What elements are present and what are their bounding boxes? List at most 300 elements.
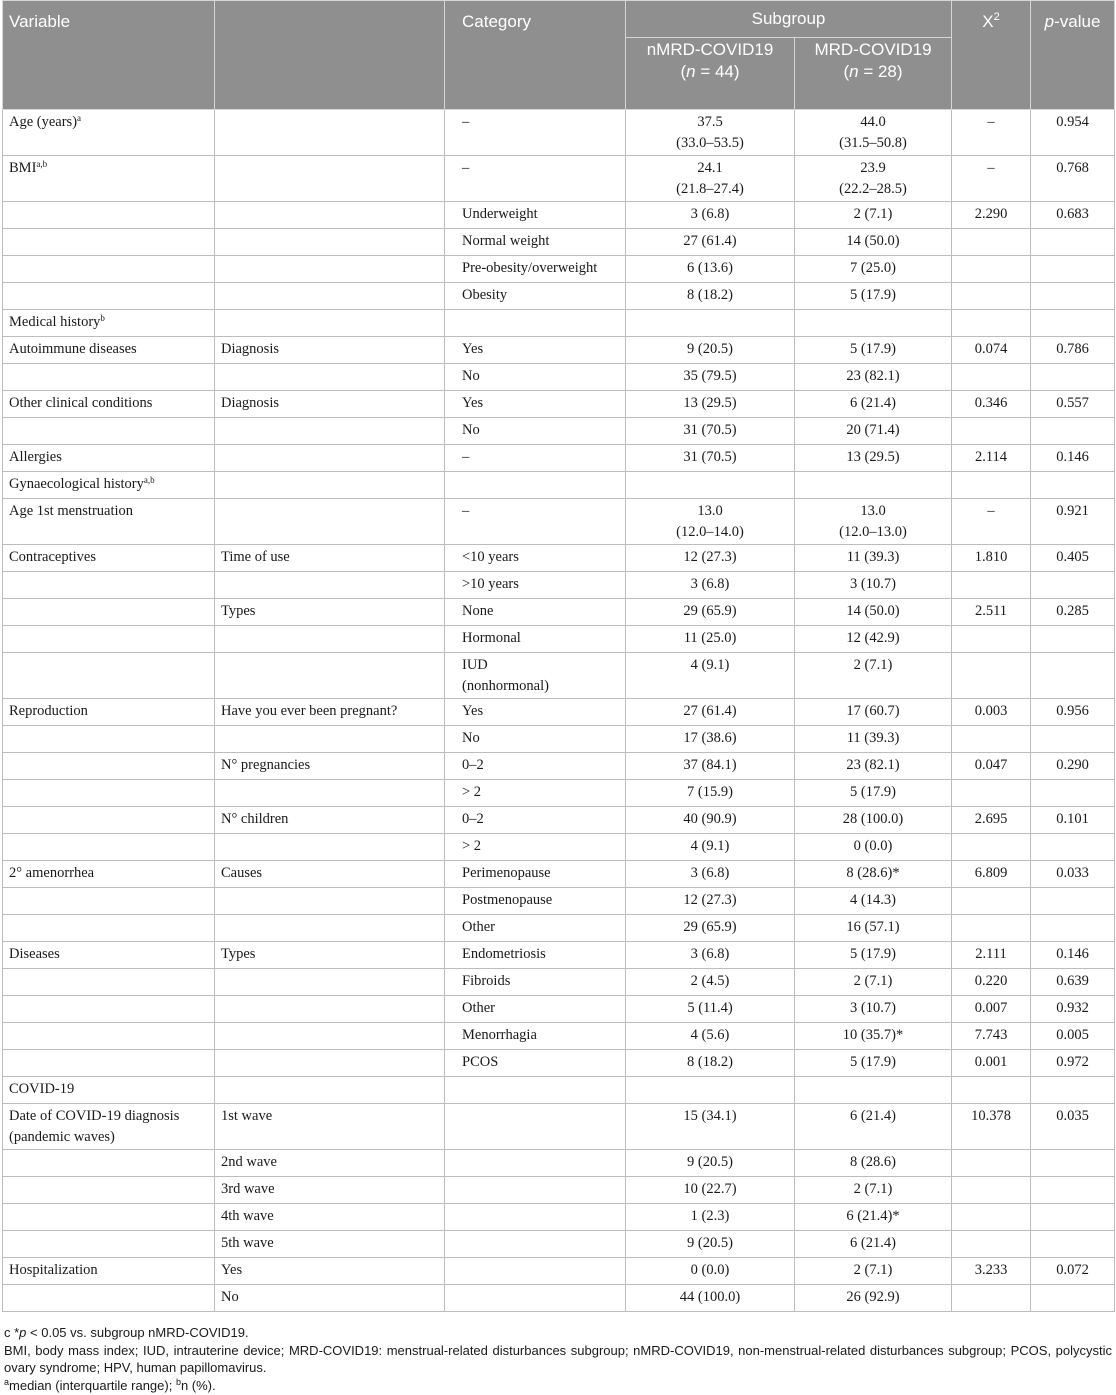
cell-chi-square: 6.809 — [952, 861, 1031, 888]
cell-category — [445, 472, 626, 499]
cell-p-value — [1031, 726, 1115, 753]
cell-subcategory — [215, 418, 445, 445]
cell-category: Fibroids — [445, 969, 626, 996]
table-row — [3, 807, 1115, 834]
cell-subcategory: Diagnosis — [215, 391, 445, 418]
footnote-abbreviations: BMI, body mass index; IUD, intrauterine device; MRD-COVID19: menstrual-related disturbances subgroup; nMRD-COVID19, non-menstrual-related disturbances subgroup; PCOS, polycystic ovary syndrome; HPV, human papillomavirus. — [4, 1343, 1112, 1375]
cell-mrd-value: 20 (71.4) — [795, 418, 952, 445]
table-row — [3, 156, 1115, 202]
table-row — [3, 418, 1115, 445]
cell-p-value: 0.683 — [1031, 202, 1115, 229]
cell-subcategory — [215, 1077, 445, 1104]
cell-nmrd-value: 9 (20.5) — [626, 1150, 795, 1177]
cell-p-value — [1031, 472, 1115, 499]
cell-variable: Contraceptives — [3, 545, 215, 572]
header-group-nmrd: nMRD-COVID19 (n = 44) — [626, 38, 795, 110]
cell-variable — [3, 283, 215, 310]
cell-category: Menorrhagia — [445, 1023, 626, 1050]
header-category: Category — [445, 1, 626, 110]
table-row — [3, 1050, 1115, 1077]
cell-category: No — [445, 726, 626, 753]
cell-p-value — [1031, 626, 1115, 653]
header-variable: Variable — [3, 1, 215, 110]
cell-variable: BMI$^{a,b}$ — [3, 156, 215, 202]
cell-subcategory: N° pregnancies — [215, 753, 445, 780]
cell-nmrd-value: 2 (4.5) — [626, 969, 795, 996]
cell-category: No — [445, 364, 626, 391]
cell-category — [445, 1231, 626, 1258]
cell-variable — [3, 1231, 215, 1258]
cell-category: Hormonal — [445, 626, 626, 653]
cell-p-value — [1031, 310, 1115, 337]
header-p-value: p-value — [1031, 1, 1115, 110]
cell-chi-square — [952, 229, 1031, 256]
table-row — [3, 391, 1115, 418]
cell-nmrd-value — [626, 472, 795, 499]
cell-mrd-value: 5 (17.9) — [795, 283, 952, 310]
cell-mrd-value: 2 (7.1) — [795, 1258, 952, 1285]
cell-chi-square: 2.290 — [952, 202, 1031, 229]
cell-variable: Gynaecological history$^{a,b}$ — [3, 472, 215, 499]
table-row — [3, 1285, 1115, 1312]
cell-nmrd-value: 24.1 (21.8–27.4) — [626, 156, 795, 202]
cell-mrd-value: 5 (17.9) — [795, 780, 952, 807]
cell-nmrd-value: 27 (61.4) — [626, 699, 795, 726]
cell-variable — [3, 1023, 215, 1050]
cell-subcategory: Types — [215, 942, 445, 969]
cell-chi-square — [952, 418, 1031, 445]
cell-p-value: 0.405 — [1031, 545, 1115, 572]
cell-variable: Hospitalization — [3, 1258, 215, 1285]
cell-variable — [3, 807, 215, 834]
table-document — [2, 0, 1114, 1395]
header-blank — [215, 1, 445, 110]
cell-category: Postmenopause — [445, 888, 626, 915]
cell-subcategory — [215, 996, 445, 1023]
cell-mrd-value: 10 (35.7)* — [795, 1023, 952, 1050]
table-row — [3, 364, 1115, 391]
cell-variable — [3, 1204, 215, 1231]
cell-mrd-value: 5 (17.9) — [795, 942, 952, 969]
footnote-statistics: $^a$median (interquartile range); $^b$n (%). — [4, 1377, 216, 1393]
cell-p-value: 0.557 — [1031, 391, 1115, 418]
cell-variable: Age 1st menstruation — [3, 499, 215, 545]
cell-chi-square: 0.047 — [952, 753, 1031, 780]
cell-variable: Reproduction — [3, 699, 215, 726]
cell-p-value — [1031, 229, 1115, 256]
cell-category: – — [445, 499, 626, 545]
cell-p-value — [1031, 572, 1115, 599]
cell-mrd-value: 6 (21.4) — [795, 391, 952, 418]
cell-mrd-value: 12 (42.9) — [795, 626, 952, 653]
cell-chi-square — [952, 283, 1031, 310]
cell-category: Other — [445, 915, 626, 942]
cell-variable — [3, 888, 215, 915]
cell-p-value — [1031, 1204, 1115, 1231]
footnote-significance: c *p < 0.05 vs. subgroup nMRD-COVID19. — [4, 1325, 249, 1340]
cell-chi-square — [952, 626, 1031, 653]
cell-category: Yes — [445, 337, 626, 364]
cell-nmrd-value: 35 (79.5) — [626, 364, 795, 391]
cell-nmrd-value: 4 (9.1) — [626, 834, 795, 861]
cell-p-value — [1031, 256, 1115, 283]
table-row — [3, 472, 1115, 499]
cell-chi-square: 0.003 — [952, 699, 1031, 726]
cell-chi-square: – — [952, 110, 1031, 156]
cell-category: <10 years — [445, 545, 626, 572]
cell-chi-square — [952, 1077, 1031, 1104]
cell-subcategory: 1st wave — [215, 1104, 445, 1150]
cell-p-value: 0.768 — [1031, 156, 1115, 202]
table-row — [3, 1177, 1115, 1204]
cell-subcategory — [215, 834, 445, 861]
cell-chi-square: 1.810 — [952, 545, 1031, 572]
cell-nmrd-value: 10 (22.7) — [626, 1177, 795, 1204]
table-row — [3, 1150, 1115, 1177]
cell-mrd-value: 23.9 (22.2–28.5) — [795, 156, 952, 202]
cell-subcategory: N° children — [215, 807, 445, 834]
cell-p-value: 0.972 — [1031, 1050, 1115, 1077]
cell-p-value — [1031, 1177, 1115, 1204]
cell-subcategory — [215, 888, 445, 915]
table-footnotes — [2, 1312, 1114, 1394]
cell-category: >10 years — [445, 572, 626, 599]
cell-category: Yes — [445, 391, 626, 418]
cell-subcategory — [215, 156, 445, 202]
cell-category: > 2 — [445, 780, 626, 807]
cell-subcategory: Have you ever been pregnant? — [215, 699, 445, 726]
cell-p-value — [1031, 1285, 1115, 1312]
cell-p-value — [1031, 1231, 1115, 1258]
cell-p-value: 0.639 — [1031, 969, 1115, 996]
cell-nmrd-value: 27 (61.4) — [626, 229, 795, 256]
table-row — [3, 699, 1115, 726]
cell-chi-square — [952, 780, 1031, 807]
cell-nmrd-value: 31 (70.5) — [626, 445, 795, 472]
cell-variable — [3, 229, 215, 256]
cell-p-value — [1031, 653, 1115, 699]
table-row — [3, 996, 1115, 1023]
cell-variable — [3, 753, 215, 780]
cell-nmrd-value — [626, 1077, 795, 1104]
cell-chi-square — [952, 1285, 1031, 1312]
cell-nmrd-value: 3 (6.8) — [626, 942, 795, 969]
cell-category: None — [445, 599, 626, 626]
table-row — [3, 969, 1115, 996]
cell-subcategory: No — [215, 1285, 445, 1312]
cell-nmrd-value: 8 (18.2) — [626, 1050, 795, 1077]
cell-chi-square — [952, 726, 1031, 753]
cell-mrd-value: 8 (28.6) — [795, 1150, 952, 1177]
cell-chi-square: 0.346 — [952, 391, 1031, 418]
cell-category: – — [445, 445, 626, 472]
cell-p-value: 0.101 — [1031, 807, 1115, 834]
cell-nmrd-value: 0 (0.0) — [626, 1258, 795, 1285]
cell-mrd-value: 13.0 (12.0–13.0) — [795, 499, 952, 545]
table-row — [3, 915, 1115, 942]
cell-category — [445, 1258, 626, 1285]
cell-chi-square — [952, 310, 1031, 337]
cell-subcategory — [215, 780, 445, 807]
cell-nmrd-value: 3 (6.8) — [626, 861, 795, 888]
cell-subcategory — [215, 915, 445, 942]
cell-mrd-value: 5 (17.9) — [795, 337, 952, 364]
cell-mrd-value: 2 (7.1) — [795, 653, 952, 699]
cell-variable: Age (years)$^a$ — [3, 110, 215, 156]
cell-subcategory — [215, 202, 445, 229]
cell-nmrd-value — [626, 310, 795, 337]
cell-chi-square — [952, 256, 1031, 283]
cell-subcategory — [215, 653, 445, 699]
header-chi-square: $X^2$ — [952, 1, 1031, 110]
cell-subcategory — [215, 472, 445, 499]
cell-category: – — [445, 156, 626, 202]
cell-category: Obesity — [445, 283, 626, 310]
cell-variable: Date of COVID-19 diagnosis (pandemic waves) — [3, 1104, 215, 1150]
cell-variable: Other clinical conditions — [3, 391, 215, 418]
cell-nmrd-value: 40 (90.9) — [626, 807, 795, 834]
cell-nmrd-value: 1 (2.3) — [626, 1204, 795, 1231]
cell-variable — [3, 626, 215, 653]
cell-nmrd-value: 4 (9.1) — [626, 653, 795, 699]
cell-variable — [3, 572, 215, 599]
cell-variable — [3, 1177, 215, 1204]
cell-subcategory: 4th wave — [215, 1204, 445, 1231]
cell-category — [445, 1150, 626, 1177]
cell-nmrd-value: 6 (13.6) — [626, 256, 795, 283]
cell-chi-square: 2.695 — [952, 807, 1031, 834]
cell-chi-square: – — [952, 156, 1031, 202]
cell-mrd-value: 14 (50.0) — [795, 599, 952, 626]
table-row — [3, 726, 1115, 753]
cell-nmrd-value: 7 (15.9) — [626, 780, 795, 807]
cell-p-value: 0.921 — [1031, 499, 1115, 545]
cell-chi-square: 3.233 — [952, 1258, 1031, 1285]
cell-p-value: 0.072 — [1031, 1258, 1115, 1285]
cell-chi-square — [952, 1231, 1031, 1258]
cell-p-value: 0.954 — [1031, 110, 1115, 156]
cell-subcategory — [215, 256, 445, 283]
cell-mrd-value: 23 (82.1) — [795, 364, 952, 391]
cell-mrd-value: 11 (39.3) — [795, 545, 952, 572]
cell-chi-square — [952, 653, 1031, 699]
cell-p-value — [1031, 418, 1115, 445]
table-row — [3, 780, 1115, 807]
table-row — [3, 1077, 1115, 1104]
cell-nmrd-value: 8 (18.2) — [626, 283, 795, 310]
cell-p-value — [1031, 283, 1115, 310]
cell-p-value — [1031, 1077, 1115, 1104]
cell-mrd-value — [795, 310, 952, 337]
cell-p-value: 0.290 — [1031, 753, 1115, 780]
cell-mrd-value: 44.0 (31.5–50.8) — [795, 110, 952, 156]
cell-mrd-value: 8 (28.6)* — [795, 861, 952, 888]
cell-category: Endometriosis — [445, 942, 626, 969]
cell-chi-square: – — [952, 499, 1031, 545]
header-group-mrd: MRD-COVID19 (n = 28) — [795, 38, 952, 110]
cell-category: Yes — [445, 699, 626, 726]
table-row — [3, 888, 1115, 915]
table-row — [3, 310, 1115, 337]
cell-p-value: 0.035 — [1031, 1104, 1115, 1150]
cell-variable: 2° amenorrhea — [3, 861, 215, 888]
cell-p-value — [1031, 1150, 1115, 1177]
cell-category: 0–2 — [445, 807, 626, 834]
cell-chi-square: 0.074 — [952, 337, 1031, 364]
cell-nmrd-value: 12 (27.3) — [626, 545, 795, 572]
cell-category: No — [445, 418, 626, 445]
cell-mrd-value — [795, 1077, 952, 1104]
cell-nmrd-value: 9 (20.5) — [626, 337, 795, 364]
table-row — [3, 861, 1115, 888]
cell-chi-square: 2.114 — [952, 445, 1031, 472]
cell-category: Underweight — [445, 202, 626, 229]
cell-nmrd-value: 29 (65.9) — [626, 599, 795, 626]
cell-variable — [3, 653, 215, 699]
cell-subcategory — [215, 726, 445, 753]
table-row — [3, 1204, 1115, 1231]
table-body — [3, 110, 1115, 1312]
cell-category: Other — [445, 996, 626, 1023]
cell-category: Pre-obesity/overweight — [445, 256, 626, 283]
cell-chi-square: 10.378 — [952, 1104, 1031, 1150]
cell-subcategory — [215, 229, 445, 256]
cell-subcategory: Causes — [215, 861, 445, 888]
cell-subcategory — [215, 310, 445, 337]
cell-subcategory: Time of use — [215, 545, 445, 572]
cell-chi-square — [952, 1177, 1031, 1204]
cell-nmrd-value: 37 (84.1) — [626, 753, 795, 780]
cell-category: PCOS — [445, 1050, 626, 1077]
cell-mrd-value: 2 (7.1) — [795, 969, 952, 996]
cell-p-value — [1031, 915, 1115, 942]
cell-p-value: 0.932 — [1031, 996, 1115, 1023]
cell-chi-square: 7.743 — [952, 1023, 1031, 1050]
cell-nmrd-value: 11 (25.0) — [626, 626, 795, 653]
cell-chi-square — [952, 1204, 1031, 1231]
cell-variable — [3, 1050, 215, 1077]
cell-category — [445, 310, 626, 337]
cell-variable: Allergies — [3, 445, 215, 472]
cell-category: > 2 — [445, 834, 626, 861]
cell-p-value: 0.786 — [1031, 337, 1115, 364]
table-row — [3, 626, 1115, 653]
cell-p-value: 0.146 — [1031, 445, 1115, 472]
cell-chi-square — [952, 572, 1031, 599]
cell-subcategory: Types — [215, 599, 445, 626]
cell-category — [445, 1285, 626, 1312]
cell-variable: Autoimmune diseases — [3, 337, 215, 364]
cell-nmrd-value: 9 (20.5) — [626, 1231, 795, 1258]
cell-p-value: 0.033 — [1031, 861, 1115, 888]
cell-mrd-value: 11 (39.3) — [795, 726, 952, 753]
cell-p-value: 0.285 — [1031, 599, 1115, 626]
cell-variable — [3, 599, 215, 626]
table-header — [3, 1, 1115, 110]
cell-subcategory: 5th wave — [215, 1231, 445, 1258]
cell-variable — [3, 364, 215, 391]
cell-subcategory — [215, 1023, 445, 1050]
cell-chi-square — [952, 834, 1031, 861]
cell-category — [445, 1104, 626, 1150]
cell-category: – — [445, 110, 626, 156]
cell-mrd-value: 13 (29.5) — [795, 445, 952, 472]
table-row — [3, 337, 1115, 364]
table-row — [3, 256, 1115, 283]
cell-p-value — [1031, 364, 1115, 391]
cell-subcategory — [215, 110, 445, 156]
table-row — [3, 229, 1115, 256]
table-row — [3, 1104, 1115, 1150]
cell-chi-square — [952, 888, 1031, 915]
cell-mrd-value: 2 (7.1) — [795, 202, 952, 229]
cell-subcategory — [215, 626, 445, 653]
table-row — [3, 753, 1115, 780]
cell-chi-square: 0.001 — [952, 1050, 1031, 1077]
cell-nmrd-value: 31 (70.5) — [626, 418, 795, 445]
cell-mrd-value: 17 (60.7) — [795, 699, 952, 726]
cell-mrd-value: 2 (7.1) — [795, 1177, 952, 1204]
cell-subcategory — [215, 364, 445, 391]
cell-mrd-value: 4 (14.3) — [795, 888, 952, 915]
cell-category: Perimenopause — [445, 861, 626, 888]
table-row — [3, 202, 1115, 229]
table-row — [3, 834, 1115, 861]
cell-variable: Diseases — [3, 942, 215, 969]
table-row — [3, 942, 1115, 969]
cell-nmrd-value: 12 (27.3) — [626, 888, 795, 915]
cell-nmrd-value: 13 (29.5) — [626, 391, 795, 418]
cell-chi-square — [952, 472, 1031, 499]
cell-mrd-value: 6 (21.4)* — [795, 1204, 952, 1231]
table-row — [3, 445, 1115, 472]
cell-variable — [3, 726, 215, 753]
cell-variable — [3, 969, 215, 996]
cell-chi-square: 0.220 — [952, 969, 1031, 996]
cell-nmrd-value: 3 (6.8) — [626, 202, 795, 229]
cell-subcategory: Diagnosis — [215, 337, 445, 364]
cell-chi-square: 2.511 — [952, 599, 1031, 626]
cell-subcategory — [215, 572, 445, 599]
cell-variable: COVID-19 — [3, 1077, 215, 1104]
header-subgroup: Subgroup — [626, 1, 952, 38]
cell-nmrd-value: 4 (5.6) — [626, 1023, 795, 1050]
cell-mrd-value: 0 (0.0) — [795, 834, 952, 861]
cell-mrd-value: 6 (21.4) — [795, 1231, 952, 1258]
cell-subcategory: 3rd wave — [215, 1177, 445, 1204]
cell-mrd-value: 3 (10.7) — [795, 572, 952, 599]
cell-mrd-value: 16 (57.1) — [795, 915, 952, 942]
table-row — [3, 599, 1115, 626]
cell-subcategory — [215, 499, 445, 545]
cell-mrd-value: 5 (17.9) — [795, 1050, 952, 1077]
cell-subcategory: 2nd wave — [215, 1150, 445, 1177]
cell-p-value — [1031, 780, 1115, 807]
cell-category — [445, 1177, 626, 1204]
cell-variable: Medical history$^b$ — [3, 310, 215, 337]
cell-nmrd-value: 5 (11.4) — [626, 996, 795, 1023]
table-row — [3, 572, 1115, 599]
cell-variable — [3, 996, 215, 1023]
cell-p-value — [1031, 888, 1115, 915]
cell-variable — [3, 834, 215, 861]
cell-p-value: 0.956 — [1031, 699, 1115, 726]
cell-subcategory — [215, 445, 445, 472]
table-row — [3, 1258, 1115, 1285]
cell-subcategory — [215, 969, 445, 996]
table-row — [3, 545, 1115, 572]
cell-p-value: 0.146 — [1031, 942, 1115, 969]
